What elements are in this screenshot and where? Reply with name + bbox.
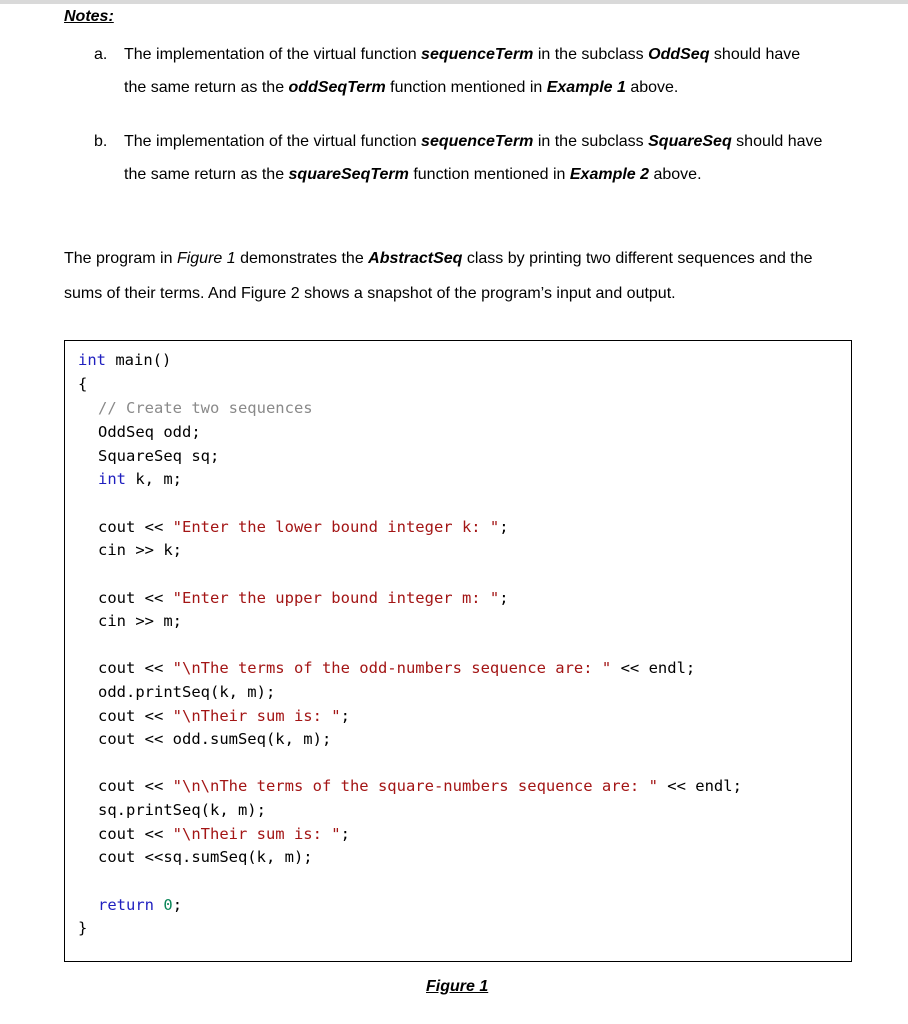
code-text: << endl; [611, 659, 696, 677]
code-line-cin-k: cin >> k; [98, 541, 182, 559]
code-text: ; [499, 518, 509, 536]
code-line-cout-lower [98, 518, 509, 536]
note-text: The implementation of the virtual function [124, 133, 422, 150]
note-text: The implementation of the virtual function [124, 46, 422, 63]
code-line-print-odd: odd.printSeq(k, m); [98, 683, 276, 701]
figure-caption: Figure 1 [426, 978, 489, 995]
code-line-decl-sq: SquareSeq sq; [98, 447, 220, 465]
code-text: << endl; [657, 777, 742, 795]
code-line-main [78, 351, 171, 369]
code-text: k, m; [126, 470, 182, 488]
intro-text: The program in [64, 250, 177, 267]
note-text: function mentioned in [385, 79, 547, 96]
code-line-cin-m: cin >> m; [98, 612, 182, 630]
code-number: 0 [163, 896, 173, 914]
code-line-close-brace: } [78, 919, 88, 937]
code-string: "\nThe terms of the odd-numbers sequence are: " [172, 659, 612, 677]
note-emphasis: Example 1 [546, 79, 626, 96]
code-text: cout << [98, 825, 173, 843]
code-line-open-brace: { [78, 375, 88, 393]
note-text: in the subclass [533, 133, 649, 150]
code-string: "Enter the lower bound integer k: " [172, 518, 500, 536]
note-line [124, 166, 702, 184]
code-text: cout << [98, 707, 173, 725]
note-line [124, 133, 822, 151]
note-emphasis: sequenceTerm [421, 46, 534, 63]
code-text: main() [106, 351, 172, 369]
code-text: cout << [98, 777, 173, 795]
code-line-cout-square-terms [98, 777, 742, 795]
note-emphasis: oddSeqTerm [288, 79, 386, 96]
note-marker: b. [94, 133, 108, 150]
code-line-comment: // Create two sequences [98, 399, 313, 417]
note-text: the same return as the [124, 79, 289, 96]
code-text: ; [340, 825, 350, 843]
intro-line: sums of their terms. And Figure 2 shows a snapshot of the program’s input and output. [64, 285, 676, 302]
code-text: cout << [98, 518, 173, 536]
note-emphasis: sequenceTerm [421, 133, 534, 150]
code-keyword: int [98, 470, 126, 488]
note-text: function mentioned in [408, 166, 570, 183]
intro-figure-ref: Figure 1 [176, 250, 236, 267]
code-keyword: int [78, 351, 106, 369]
note-text: the same return as the [124, 166, 289, 183]
top-border [0, 0, 908, 4]
note-text: should have [709, 46, 801, 63]
intro-text: class by printing two different sequences and the [462, 250, 813, 267]
intro-text: demonstrates the [235, 250, 369, 267]
code-line-return [98, 896, 182, 914]
note-text: in the subclass [533, 46, 649, 63]
note-item-b [94, 133, 874, 193]
code-listing [64, 340, 852, 962]
note-emphasis: squareSeqTerm [288, 166, 409, 183]
note-text: should have [731, 133, 823, 150]
code-string: "\nTheir sum is: " [172, 707, 341, 725]
code-string: "\n\nThe terms of the square-numbers sequence are: " [172, 777, 658, 795]
note-item-a [94, 46, 874, 106]
code-text: ; [172, 896, 183, 914]
intro-paragraph [64, 250, 864, 310]
code-text [154, 896, 163, 914]
notes-heading: Notes: [64, 8, 114, 25]
code-line-decl-odd: OddSeq odd; [98, 423, 201, 441]
code-keyword: return [98, 896, 154, 914]
code-string: "\nTheir sum is: " [172, 825, 341, 843]
code-text: cout << [98, 659, 173, 677]
note-text: above. [649, 166, 702, 183]
code-line-cout-odd-terms [98, 659, 695, 677]
note-text: above. [625, 79, 679, 96]
code-line-decl-km [98, 470, 182, 488]
code-line-cout-upper [98, 589, 509, 607]
intro-line [64, 250, 813, 268]
note-emphasis: OddSeq [648, 46, 710, 63]
code-line-cout-sum-label-odd [98, 707, 350, 725]
code-line-cout-sum-label-sq [98, 825, 350, 843]
code-text: ; [499, 589, 509, 607]
note-marker: a. [94, 46, 108, 63]
intro-class-name: AbstractSeq [368, 250, 463, 267]
code-line-sum-odd: cout << odd.sumSeq(k, m); [98, 730, 332, 748]
note-line [124, 79, 678, 97]
note-line [124, 46, 800, 64]
code-line-sum-sq: cout <<sq.sumSeq(k, m); [98, 848, 313, 866]
code-text: cout << [98, 589, 173, 607]
note-emphasis: SquareSeq [648, 133, 732, 150]
code-line-print-sq: sq.printSeq(k, m); [98, 801, 266, 819]
code-string: "Enter the upper bound integer m: " [172, 589, 500, 607]
note-emphasis: Example 2 [569, 166, 650, 183]
code-text: ; [340, 707, 350, 725]
